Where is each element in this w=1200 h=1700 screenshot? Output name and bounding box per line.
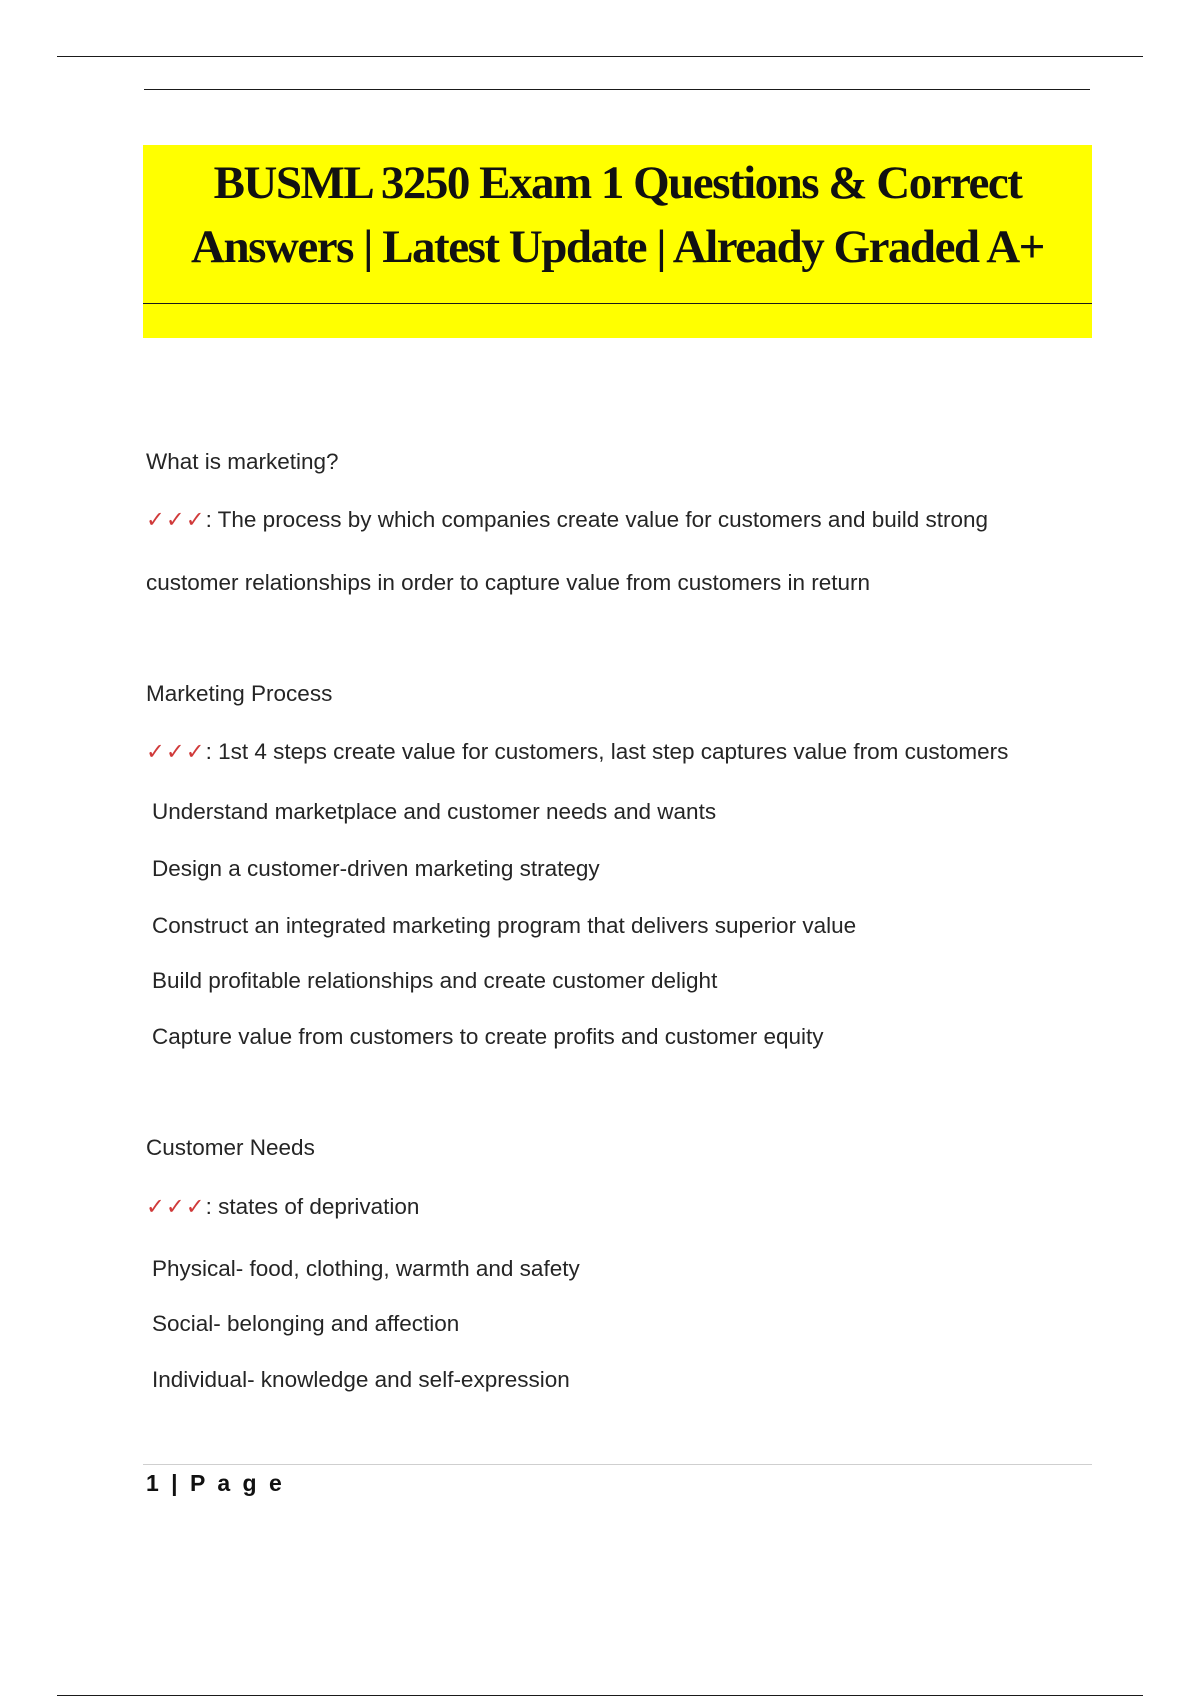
answer-2-line-1 xyxy=(146,737,1008,767)
title-banner xyxy=(143,145,1092,338)
title-underline-rule xyxy=(143,303,1092,304)
answer-text: : The process by which companies create value for customers and build strong xyxy=(205,507,989,532)
list-item: Capture value from customers to create profits and customer equity xyxy=(152,1024,824,1049)
check-marks-icon: ✓✓✓ xyxy=(146,507,206,532)
list-item: Construct an integrated marketing program that delivers superior value xyxy=(152,913,857,938)
check-marks-icon: ✓✓✓ xyxy=(146,739,206,764)
answer-text: : 1st 4 steps create value for customers, last step captures value from customers xyxy=(205,739,1009,764)
question-3: Customer Needs xyxy=(146,1135,315,1160)
top-outer-rule xyxy=(57,56,1143,57)
answer-text: : states of deprivation xyxy=(205,1194,420,1219)
list-item: Physical- food, clothing, warmth and safety xyxy=(152,1256,580,1281)
answer-1-line-1 xyxy=(146,505,988,535)
answer-1-line-2: customer relationships in order to capture value from customers in return xyxy=(146,570,871,595)
bottom-outer-rule xyxy=(57,1695,1143,1696)
list-item: Individual- knowledge and self-expression xyxy=(152,1367,570,1392)
footer-rule xyxy=(143,1464,1092,1465)
page-number: 1 | P a g e xyxy=(146,1470,285,1496)
answer-3-line-1 xyxy=(146,1192,419,1222)
document-title xyxy=(143,151,1092,279)
title-line-1: BUSML 3250 Exam 1 Questions & Correct xyxy=(213,157,1022,209)
list-item: Build profitable relationships and create customer delight xyxy=(152,968,718,993)
title-line-2: Answers | Latest Update | Already Graded A+ xyxy=(191,221,1044,273)
list-item: Understand marketplace and customer needs and wants xyxy=(152,799,717,824)
check-marks-icon: ✓✓✓ xyxy=(146,1194,206,1219)
list-item: Social- belonging and affection xyxy=(152,1311,460,1336)
question-1: What is marketing? xyxy=(146,449,339,474)
list-item: Design a customer-driven marketing strategy xyxy=(152,856,600,881)
question-2: Marketing Process xyxy=(146,681,333,706)
top-inner-rule xyxy=(144,89,1090,90)
